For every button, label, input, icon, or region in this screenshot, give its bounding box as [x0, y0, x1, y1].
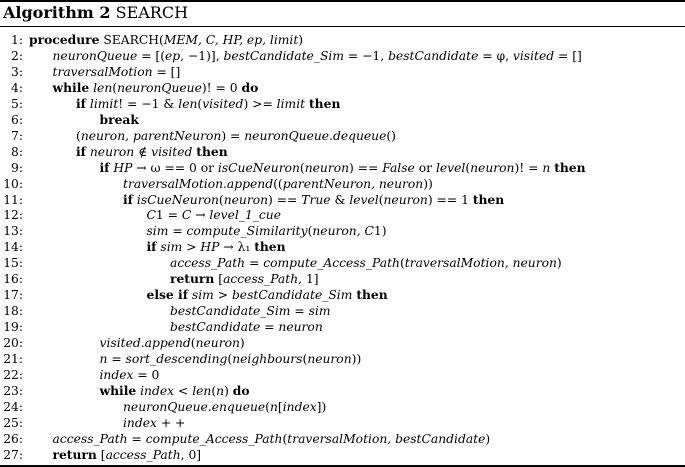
math-token: visited — [512, 48, 555, 63]
line-number: 5: — [11, 96, 23, 111]
line-code — [76, 128, 396, 144]
algorithm-label: Algorithm 2 — [3, 3, 111, 22]
math-token: neighbours — [232, 352, 303, 366]
line-code — [147, 223, 387, 239]
keyword: while — [99, 382, 137, 398]
math-token: len — [192, 383, 212, 398]
math-token: limit — [89, 96, 119, 111]
code-text: ( — [302, 352, 308, 366]
math-token: sim — [191, 288, 214, 303]
math-token: HP — [200, 240, 220, 255]
math-token: index — [140, 383, 175, 398]
code-text: = φ, — [478, 48, 513, 63]
line-number: 4: — [11, 80, 23, 95]
keyword: if — [76, 143, 86, 159]
code-text: 1 = — [155, 208, 182, 223]
code-text: < — [174, 383, 193, 398]
code-text: ) = — [221, 128, 245, 143]
line-number: 3: — [11, 64, 23, 79]
keyword: if — [123, 191, 133, 207]
keyword: then — [254, 239, 286, 255]
line-code — [170, 255, 562, 271]
code-text: )) — [423, 176, 433, 191]
math-token: sort_descending — [125, 352, 228, 366]
code-text: = — [127, 431, 146, 446]
algorithm-caption — [3, 3, 188, 23]
line-number: 9: — [11, 160, 23, 175]
code-text: = [] — [152, 64, 181, 79]
code-line — [0, 431, 685, 447]
code-line — [0, 271, 685, 287]
code-text: = — [245, 256, 264, 271]
math-token: traversalMotion, neuron — [404, 256, 557, 271]
math-token: bestCandidate_Sim — [223, 48, 344, 63]
line-code — [29, 32, 303, 48]
math-token: access_Path — [52, 431, 128, 446]
code-line — [0, 32, 685, 48]
code-text: = — [107, 352, 126, 366]
math-token: bestCandidate_Sim — [231, 288, 353, 303]
code-text: ( — [282, 431, 288, 446]
math-token: neuron — [195, 336, 240, 351]
keyword: if — [146, 239, 157, 255]
line-number: 26: — [3, 431, 23, 446]
line-number: 22: — [3, 367, 23, 382]
math-token: bestCandidate — [388, 48, 479, 63]
line-number: 19: — [3, 320, 23, 335]
math-token: sim — [308, 304, 331, 319]
code-line — [0, 176, 685, 192]
code-text: [ — [96, 447, 106, 462]
code-line — [0, 335, 685, 351]
math-token: bestCandidate — [170, 320, 261, 335]
code-text: ( — [307, 224, 313, 239]
math-token: neuron — [307, 352, 352, 366]
line-number: 1: — [11, 33, 23, 47]
line-code — [76, 144, 228, 160]
code-text: ( — [227, 352, 233, 366]
code-line — [0, 239, 685, 255]
code-text: = — [260, 320, 279, 335]
math-token: len — [93, 80, 113, 95]
line-code — [76, 96, 340, 112]
code-line — [0, 303, 685, 319]
line-number: 11: — [3, 192, 23, 207]
code-text: , 0] — [180, 447, 202, 462]
code-text: ( — [211, 383, 217, 398]
line-code — [170, 271, 319, 287]
math-token: neuron — [304, 160, 350, 175]
math-token: False — [382, 160, 415, 175]
top-rule — [0, 0, 685, 2]
code-text: = [( — [137, 48, 166, 63]
code-line — [0, 160, 685, 176]
math-token: n — [99, 352, 108, 366]
keyword: then — [472, 191, 505, 207]
math-token: index — [123, 415, 157, 430]
math-token: neuronQueue.dequeue — [244, 128, 387, 143]
code-line — [0, 399, 685, 415]
math-token: visited — [151, 144, 193, 159]
line-number: 23: — [3, 383, 23, 398]
math-token: limit — [276, 96, 306, 111]
math-token: neuron — [470, 160, 515, 175]
math-token: access_Path — [170, 256, 246, 271]
code-text: ) — [556, 256, 562, 271]
math-token: C — [146, 208, 156, 223]
math-token: sim — [160, 240, 183, 255]
keyword: then — [309, 95, 341, 111]
math-token: MEM, C, HP, ep, limit — [163, 33, 299, 47]
keyword: do — [232, 382, 250, 398]
code-line — [0, 255, 685, 271]
code-text: )! = — [514, 160, 543, 175]
math-token: True — [301, 192, 331, 207]
code-text: > — [213, 288, 232, 303]
code-text: = [] — [554, 48, 582, 63]
code-text: = — [290, 304, 309, 319]
code-text: = 0 — [133, 367, 160, 382]
keyword: if — [76, 95, 86, 111]
code-text: ( — [265, 399, 270, 414]
code-line — [0, 144, 685, 160]
code-text: 1) — [373, 224, 387, 239]
line-code — [170, 319, 323, 335]
code-text: ) == 1 — [427, 192, 473, 207]
line-code — [100, 367, 160, 383]
keyword: then — [554, 159, 586, 175]
line-code — [123, 415, 185, 431]
line-code — [100, 351, 362, 367]
line-code — [100, 383, 250, 399]
code-text: ! = −1 & — [118, 96, 179, 111]
code-line — [0, 447, 685, 463]
math-token: level — [435, 160, 466, 175]
math-token: neuron — [278, 320, 323, 335]
code-line — [0, 192, 685, 208]
code-text: ∉ — [134, 144, 152, 159]
math-token: compute_Access_Path — [263, 256, 400, 271]
code-text: ( — [197, 96, 203, 111]
math-token: visited.append — [99, 336, 191, 351]
code-text: )) — [351, 352, 362, 366]
line-number: 13: — [3, 224, 23, 239]
math-token: parentNeuron, neuron — [282, 176, 424, 191]
math-token: compute_Access_Path — [145, 431, 283, 446]
line-code — [123, 192, 504, 208]
math-token: access_Path — [223, 272, 299, 287]
line-number: 12: — [3, 208, 23, 223]
math-token: bestCandidate_Sim — [170, 304, 291, 319]
code-text: ( — [299, 160, 305, 175]
math-token: traversalMotion.append — [123, 176, 274, 191]
keyword: if — [99, 159, 110, 175]
line-number: 20: — [3, 336, 23, 351]
code-text: ) == — [268, 192, 302, 207]
code-text: , −1)], — [180, 48, 224, 63]
code-text: ]) — [316, 399, 327, 414]
line-code — [100, 112, 139, 128]
math-token: level_1_cue — [209, 208, 281, 223]
line-code — [53, 80, 259, 96]
line-number: 27: — [3, 447, 23, 462]
code-text: ) — [239, 336, 245, 351]
line-number: 6: — [11, 112, 23, 127]
code-text: (( — [273, 176, 283, 191]
math-token: ep — [165, 48, 181, 63]
math-token: neuronQueue — [117, 80, 202, 95]
keyword: while — [52, 79, 90, 95]
code-text: = −1, — [343, 48, 389, 63]
caption-rule — [0, 26, 685, 27]
line-code — [100, 160, 586, 176]
code-text: ( — [190, 336, 196, 351]
math-token: access_Path — [105, 447, 181, 462]
math-token: isCueNeuron — [136, 192, 219, 207]
line-number: 10: — [3, 176, 23, 191]
code-text: )! = 0 — [201, 80, 242, 95]
code-line — [0, 64, 685, 80]
math-token: n — [542, 160, 551, 175]
code-text: > — [182, 240, 201, 255]
code-text: () — [386, 128, 396, 143]
math-token: neuronQueue.enqueue — [123, 399, 266, 414]
line-code — [53, 48, 582, 64]
code-line — [0, 351, 685, 367]
code-text: ) — [485, 431, 491, 446]
line-number: 7: — [11, 128, 23, 143]
code-text: → ω == 0 or — [132, 160, 218, 175]
keyword: return — [170, 271, 215, 287]
line-code — [53, 431, 491, 447]
line-code — [147, 207, 282, 223]
code-text: ) — [224, 383, 233, 398]
line-number: 14: — [3, 240, 23, 255]
code-text: or — [414, 160, 436, 175]
math-token: HP — [113, 160, 133, 175]
math-token: index — [282, 399, 317, 414]
code-text: ) >= — [243, 96, 277, 111]
code-line — [0, 415, 685, 431]
math-token: sim — [146, 224, 169, 239]
line-code — [170, 303, 330, 319]
keyword: return — [52, 446, 97, 462]
keyword: then — [356, 287, 388, 303]
code-text: ( — [218, 192, 224, 207]
line-number: 21: — [3, 352, 23, 366]
keyword: else if — [146, 287, 188, 303]
line-code — [123, 176, 433, 192]
math-token: neuron, C — [312, 224, 374, 239]
code-text: ) — [298, 33, 304, 47]
math-token: neuron, parentNeuron — [80, 128, 222, 143]
math-token: neuron — [223, 192, 269, 207]
code-text: ( — [112, 80, 118, 95]
line-code — [53, 447, 202, 463]
code-line — [0, 112, 685, 128]
code-text: ( — [76, 128, 81, 143]
code-text: = — [168, 224, 187, 239]
line-code — [147, 287, 388, 303]
line-number: 25: — [3, 415, 23, 430]
math-token: n — [269, 399, 278, 414]
code-text: → λ₁ — [219, 240, 255, 255]
code-line — [0, 207, 685, 223]
keyword: procedure — [29, 32, 100, 47]
code-line — [0, 48, 685, 64]
line-code — [147, 239, 286, 255]
code-line — [0, 80, 685, 96]
math-token: compute_Similarity — [186, 224, 308, 239]
math-token: neuron — [383, 192, 428, 207]
code-text: , 1] — [298, 272, 319, 287]
math-token: traversalMotion, bestCandidate — [287, 431, 486, 446]
math-token: index — [99, 367, 134, 382]
code-text: [ — [277, 399, 283, 414]
math-token: n — [216, 383, 225, 398]
math-token: visited — [202, 96, 244, 111]
code-text: ( — [399, 256, 405, 271]
math-token: len — [178, 96, 198, 111]
keyword: then — [196, 143, 228, 159]
code-text: ( — [465, 160, 471, 175]
line-code — [100, 335, 245, 351]
code-line — [0, 128, 685, 144]
math-token: neuron — [89, 144, 135, 159]
code-text: → — [191, 208, 210, 223]
code-line — [0, 96, 685, 112]
code-text: SEARCH( — [99, 33, 164, 47]
math-token: C — [181, 208, 192, 223]
math-token: neuronQueue — [52, 48, 138, 63]
code-line — [0, 319, 685, 335]
line-code — [53, 64, 181, 80]
code-text: ( — [378, 192, 384, 207]
line-code — [123, 399, 326, 415]
line-number: 2: — [11, 48, 23, 63]
code-text: [ — [214, 272, 224, 287]
math-token: level — [349, 192, 379, 207]
code-line — [0, 287, 685, 303]
line-number: 18: — [3, 304, 23, 319]
line-number: 24: — [3, 399, 23, 414]
algorithm-name: SEARCH — [115, 3, 189, 22]
code-text: & — [330, 192, 350, 207]
line-number: 15: — [3, 256, 23, 271]
line-number: 16: — [3, 272, 23, 287]
code-text: ) == — [349, 160, 383, 175]
code-line — [0, 383, 685, 399]
line-number: 17: — [3, 288, 23, 303]
code-line — [0, 223, 685, 239]
code-text: + + — [156, 415, 186, 430]
keyword: break — [99, 111, 139, 127]
code-line — [0, 367, 685, 383]
keyword: do — [241, 79, 259, 95]
math-token: isCueNeuron — [217, 160, 300, 175]
line-number: 8: — [11, 144, 23, 159]
math-token: traversalMotion — [52, 64, 153, 79]
